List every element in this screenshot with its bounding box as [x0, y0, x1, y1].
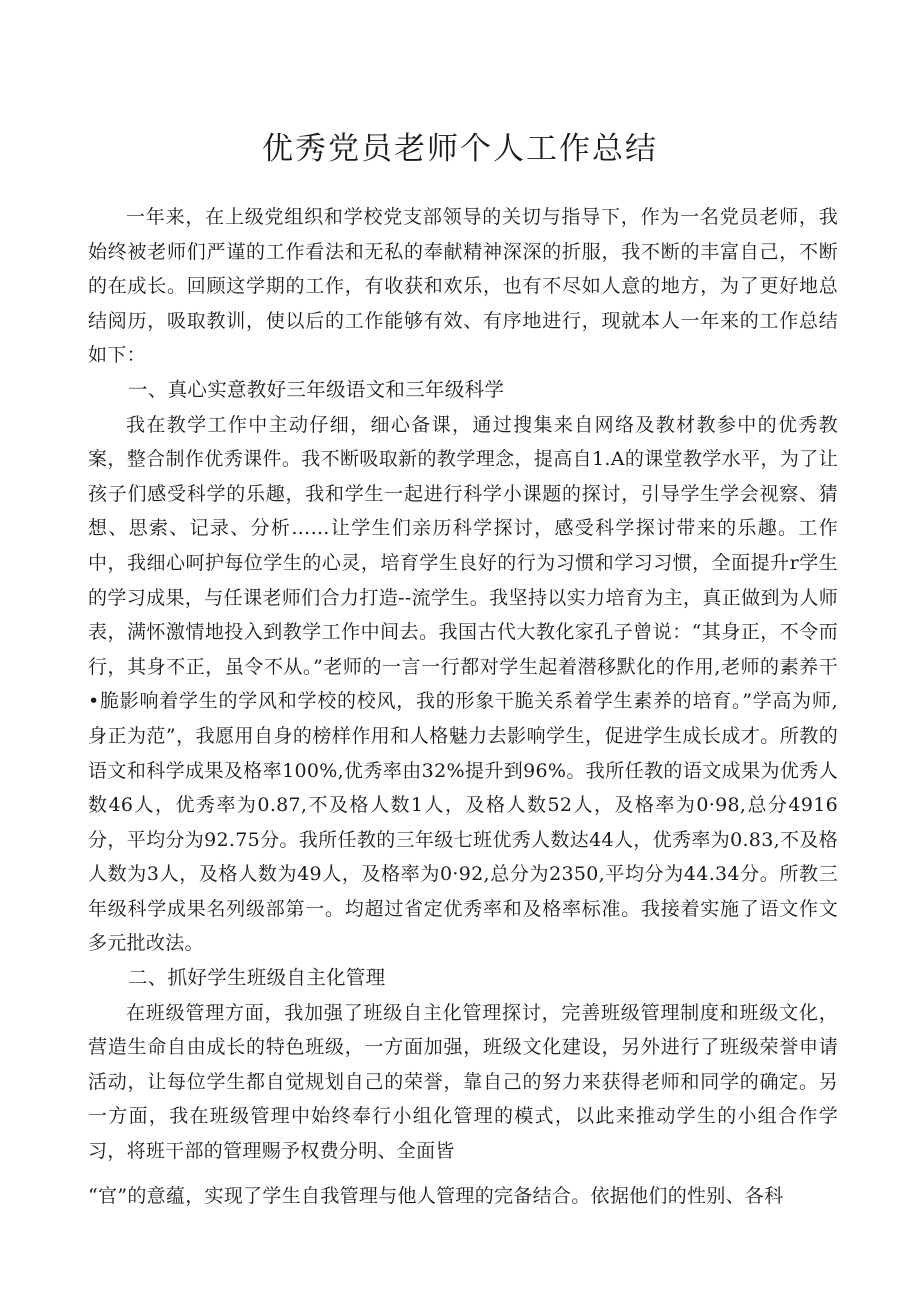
- section-1-paragraph: 我在教学工作中主动仔细，细心备课，通过搜集来自网络及教材教参中的优秀教案，整合制作优秀课件。我不断吸取新的教学理念，提高自1.A的课堂教学水平，为了让孩子们感受科学的乐趣，我和学生一起进行科学小课题的探讨，引导学生学会视察、猜想、思索、记录、分析……让学生们亲历科学探讨，感受科学探讨带来的乐趣。工作中，我细心呵护每位学生的心灵，培育学生良好的行为习惯和学习习惯，全面提升r学生的学习成果，与任课老师们合力打造--流学生。我坚持以实力培育为主，真正做到为人师表，满怀激情地投入到教学工作中间去。我国古代大教化家孔子曾说：“其身正，不令而行，其身不正，虽令不从。”老师的一言一行都对学生起着潜移默化的作用,老师的素养干•脆影响着学生的学风和学校的校风，我的形象干脆关系着学生素养的培育。”学高为师,身正为范”，我愿用自身的榜样作用和人格魅力去影响学生，促进学生成长成才。所教的语文和科学成果及格率100%,优秀率由32%提升到96%。我所任教的语文成果为优秀人数46人，优秀率为0.87,不及格人数1人，及格人数52人，及格率为0·98,总分4916分，平均分为92.75分。我所任教的三年级七班优秀人数达44人，优秀率为0.83,不及格人数为3人，及格人数为49人，及格率为0·92,总分为2350,平均分为44.34分。所教三年级科学成果名列级部第一。均超过省定优秀率和及格率标准。我接着实施了语文作文多元批改法。: [88, 413, 838, 955]
- section-2-paragraph: 在班级管理方面，我加强了班级自主化管理探讨，完善班级管理制度和班级文化，营造生命自由成长的特色班级，一方面加强，班级文化建设，另外进行了班级荣誉申请活动，让每位学生都自觉规划自己的荣誉，靠自己的努力来获得老师和同学的确定。另一方面，我在班级管理中始终奉行小组化管理的模式，以此来推动学生的小组合作学习，将班干部的管理赐予权费分明、全面皆: [88, 1001, 838, 1163]
- document-title: 优秀党员老师个人工作总结: [262, 131, 658, 167]
- intro-paragraph: 一年来，在上级党组织和学校党支部领导的关切与指导下，作为一名党员老师，我始终被老师们严谨的工作看法和无私的奉献精神深深的折服，我不断的丰富自己，不断的在成长。回顾这学期的工作，有收获和欢乐，也有不尽如人意的地方，为了更好地总结阅历，吸取教训，使以后的工作能够有效、有序地进行，现就本人一年来的工作总结如下：: [88, 206, 838, 367]
- section-2-heading: 二、抓好学生班级自主化管理: [128, 966, 386, 990]
- document-body: [88, 200, 838, 1169]
- section-1-heading: 一、真心实意教好三年级语文和三年级科学: [128, 377, 505, 401]
- continuation-line: “官”的意蕴，实现了学生自我管理与他人管理的完备结合。依据他们的性别、各科: [88, 1185, 784, 1207]
